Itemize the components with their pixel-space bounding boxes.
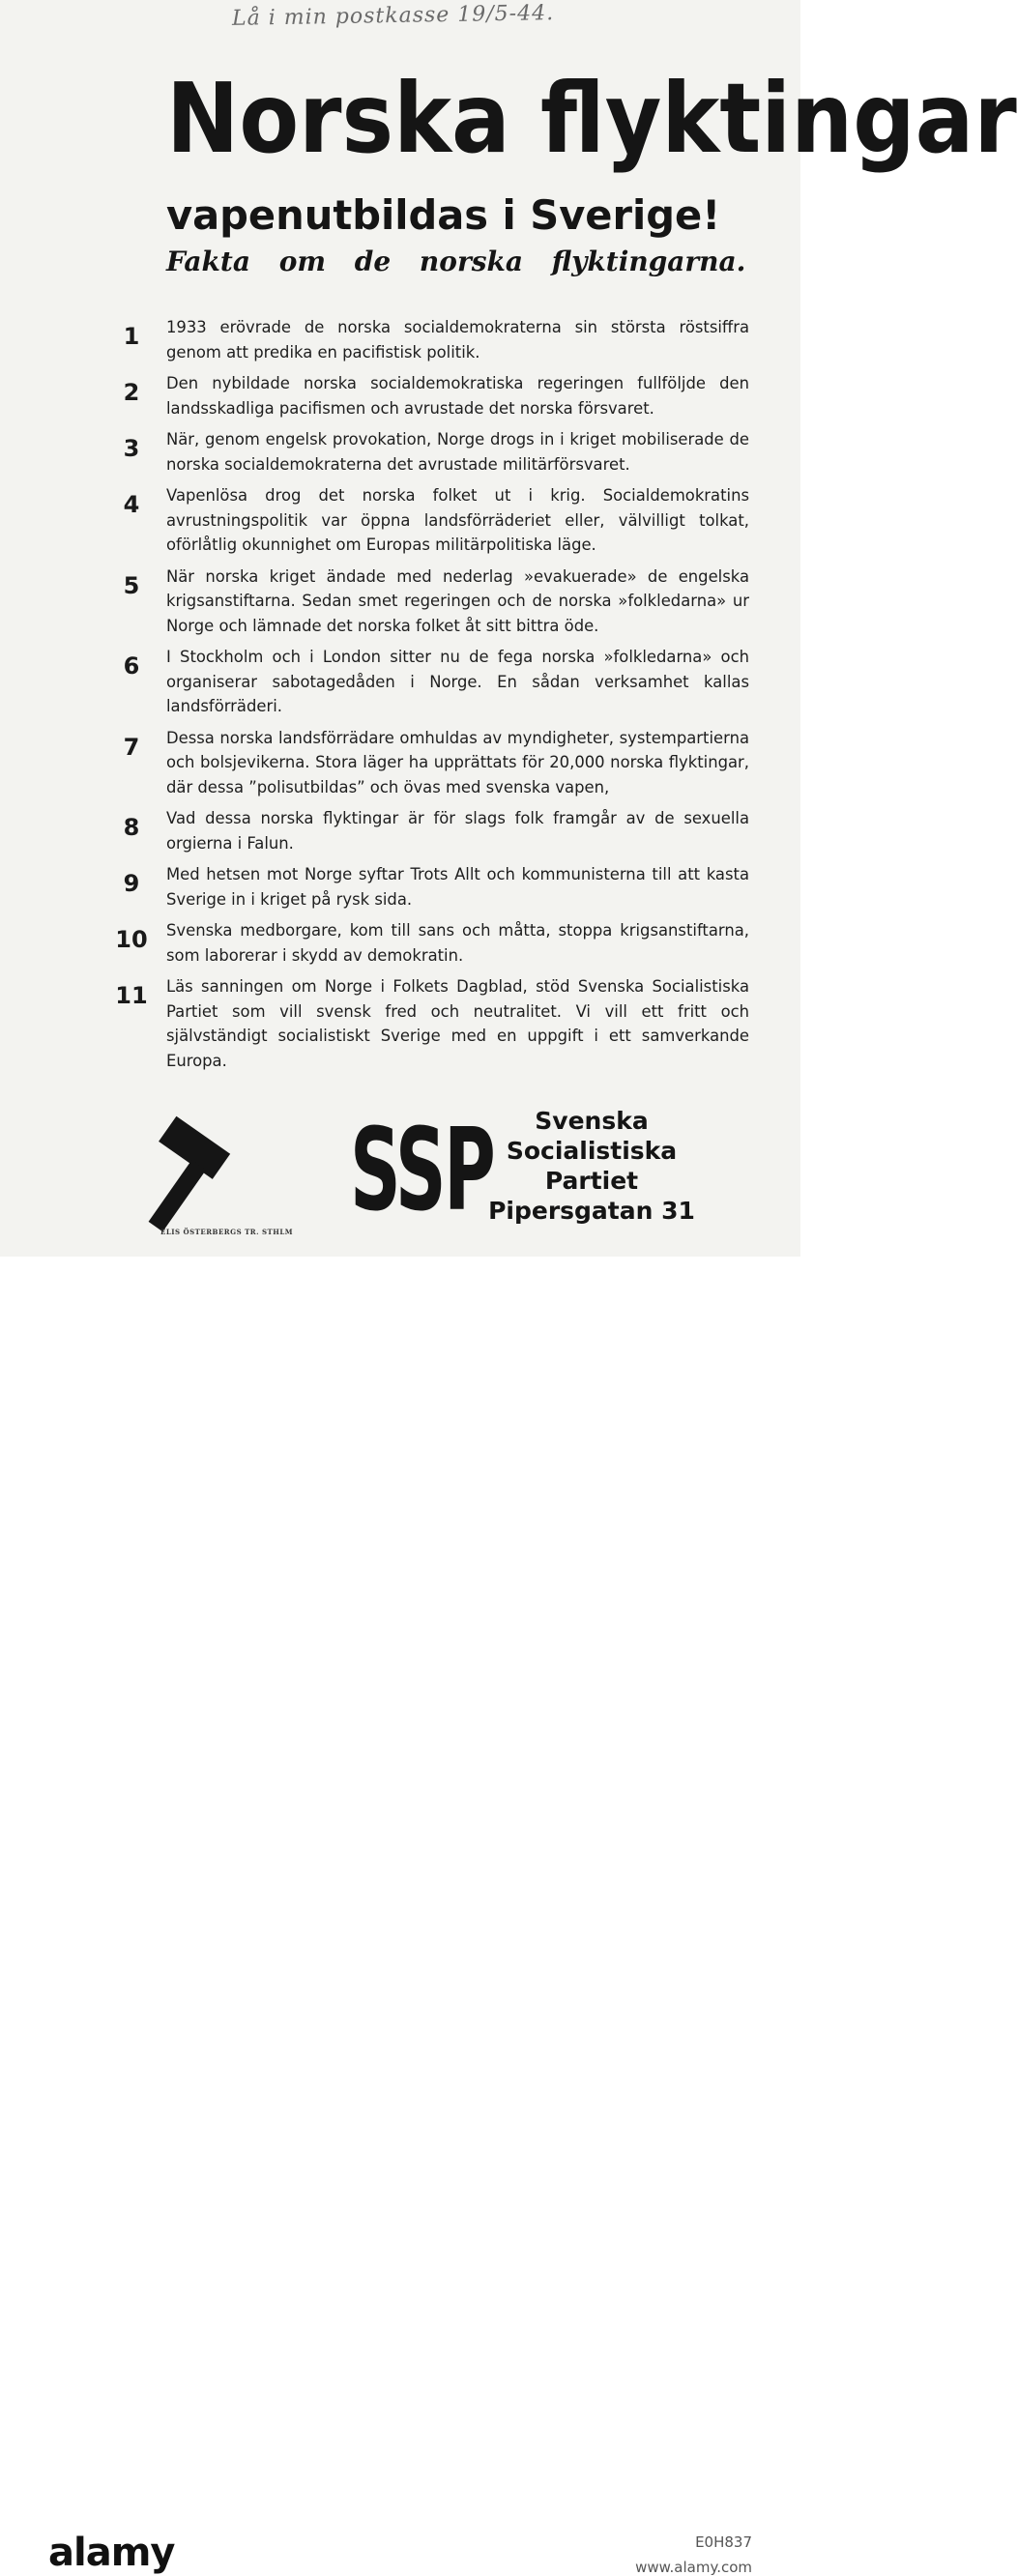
leaflet <box>0 0 1017 1257</box>
item-text: När, genom engelsk provokation, Norge drogs in i kriget mobiliserade de norska socialdemokraterna det avrustade militärförsvaret. <box>166 430 749 474</box>
list-item <box>97 974 749 1073</box>
item-text: Med hetsen mot Norge syftar Trots Allt och kommunisterna till att kasta Sverige in i kriget på rysk sida. <box>166 865 749 909</box>
item-number: 4 <box>123 491 140 518</box>
item-text: Vad dessa norska flyktingar är för slags folk framgår av de sexuella orgierna i Falun. <box>166 809 749 853</box>
ssp-logo: SSP <box>350 1103 494 1236</box>
party-line: Svenska <box>535 1107 649 1135</box>
item-number: 5 <box>123 571 140 599</box>
printer-imprint: ELIS ÖSTERBERGS TR. STHLM <box>160 1228 294 1236</box>
intro-line: Fakta om de norska flyktingarna. <box>166 246 746 277</box>
list-item <box>97 483 749 558</box>
party-line: Partiet <box>544 1167 639 1195</box>
handwritten-note: Lå i min postkasse 19/5-44. <box>231 1 555 31</box>
item-text: Vapenlösa drog det norska folket ut i krig. Socialdemokratins avrustningspolitik var öppna landsförräderiet eller, välvilligt tolkat, oförlåtlig okunnighet om Europas militärpolitiska läge. <box>166 486 749 554</box>
item-number: 8 <box>123 814 140 841</box>
item-number: 2 <box>123 379 140 406</box>
item-number: 6 <box>123 652 140 680</box>
item-text: Den nybildade norska socialdemokratiska regeringen fullföljde den landsskadliga pacifismen och avrustade det norska försvaret. <box>166 374 749 418</box>
headline: Norska flyktingar <box>166 62 1017 175</box>
list-item <box>97 645 749 719</box>
brand-url[interactable]: www.alamy.com <box>635 2559 752 2576</box>
item-text: Svenska medborgare, kom till sans och måtta, stoppa krigsanstiftarna, som laborerar i skydd av demokratin. <box>166 921 749 965</box>
list-item <box>97 726 749 800</box>
list-item <box>97 806 749 855</box>
party-line: Socialistiska <box>506 1137 678 1165</box>
item-text: Läs sanningen om Norge i Folkets Dagblad, stöd Svenska Socialistiska Partiet som vill svensk fred och neutralitet. Vi vill ett fritt och självständigt socialistiskt Sverige med en uppgift i ett samverkande Europa. <box>166 977 749 1070</box>
item-text: 1933 erövrade de norska socialdemokraterna sin största röstsiffra genom att predika en pacifistisk politik. <box>166 318 749 362</box>
item-number: 3 <box>123 435 140 462</box>
list-item <box>97 315 749 364</box>
list-item <box>97 862 749 912</box>
subheadline: vapenutbildas i Sverige! <box>166 191 721 239</box>
list-item <box>97 564 749 639</box>
list-item <box>97 918 749 968</box>
item-number: 1 <box>123 323 140 350</box>
image-code: E0H837 <box>695 2533 752 2551</box>
item-number: 10 <box>115 926 148 953</box>
list-item <box>97 371 749 420</box>
fact-list <box>97 315 749 1080</box>
item-number: 9 <box>123 870 140 897</box>
item-text: När norska kriget ändade med nederlag »evakuerade» de engelska krigsanstiftarna. Sedan smet regeringen och de norska »folkledarna» ur Norge och lämnade det norska folket åt sitt bittra öde. <box>166 566 749 635</box>
brand-logo: alamy <box>48 2531 175 2575</box>
party-address <box>478 1106 706 1226</box>
item-number: 11 <box>115 982 148 1009</box>
party-line: Pipersgatan 31 <box>488 1197 695 1225</box>
watermark-strip <box>0 1257 800 2576</box>
item-text: I Stockholm och i London sitter nu de fega norska »folkledarna» och organiserar sabotagedåden i Norge. En sådan verksamhet kallas landsförräderi. <box>166 648 749 715</box>
item-number: 7 <box>123 733 140 761</box>
list-item <box>97 427 749 477</box>
item-text: Dessa norska landsförrädare omhuldas av myndigheter, systempartierna och bolsjevikerna. Stora läger ha upprättats för 20,000 norska flyktingar, där dessa ”polisutbildas” och övas med svenska vapen, <box>166 728 749 796</box>
hammer-icon <box>155 1121 271 1217</box>
